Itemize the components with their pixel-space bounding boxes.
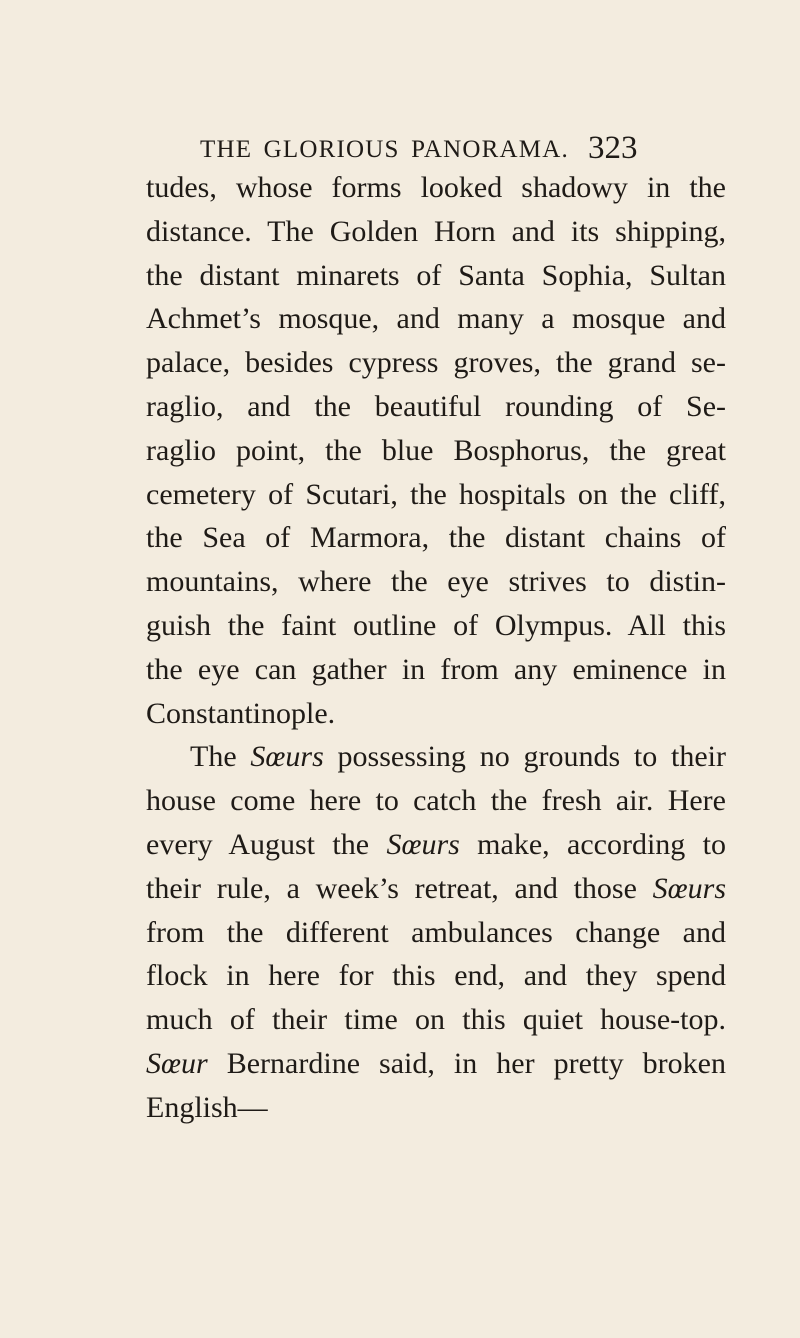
text-line [146,998,726,1042]
italic-word: Sœur [146,1046,208,1080]
text-run: Bernardine said, in her pretty broken [207,1046,726,1080]
text-line [146,1042,726,1086]
text-run: The [190,740,251,774]
text-run: make, according to [459,827,727,861]
text-line: Constantinople. [146,696,336,730]
text-line: the eye can gather in from any eminence in [146,652,726,686]
text-line [146,954,726,998]
text-line: mountains, where the eye strives to distin- [146,565,726,599]
body-text [146,166,726,1130]
text-line [146,735,726,779]
paragraph-2 [146,735,726,1129]
text-line: cemetery of Scutari, the hospitals on the cliff, [146,477,726,511]
text-line [146,779,726,823]
text-line: raglio point, the blue Bosphorus, the great [146,433,726,467]
page-number: 323 [588,130,638,166]
text-line: the distant minarets of Santa Sophia, Sultan [146,258,726,292]
text-run: English— [146,1090,268,1124]
text-run: house come here to catch the fresh air. Here [146,784,726,818]
text-line: Achmet’s mosque, and many a mosque and [146,302,726,336]
text-line: guish the faint outline of Olympus. All this [146,608,726,642]
italic-word: Sœurs [250,740,324,774]
text-line: the Sea of Marmora, the distant chains of [146,521,726,555]
text-run: possessing no grounds to their [323,740,726,774]
text-run: much of their time on this quiet house-top. [146,1003,726,1037]
text-run: their rule, a week’s retreat, and those [146,871,653,905]
text-line: raglio, and the beautiful rounding of Se- [146,389,726,423]
text-run: flock in here for this end, and they spend [146,959,726,993]
paragraph-1 [146,166,726,735]
text-line [146,823,726,867]
text-run: from the different ambulances change and [146,915,726,949]
text-line: palace, besides cypress groves, the grand se- [146,346,726,380]
text-line [146,867,726,911]
text-line: distance. The Golden Horn and its shipping, [146,214,726,248]
text-run: every August the [146,827,387,861]
italic-word: Sœurs [386,827,460,861]
running-title: THE GLORIOUS PANORAMA. [200,136,569,163]
text-line [146,911,726,955]
text-line: tudes, whose forms looked shadowy in the [146,171,726,204]
italic-word: Sœurs [652,871,726,905]
text-line [146,1086,726,1130]
